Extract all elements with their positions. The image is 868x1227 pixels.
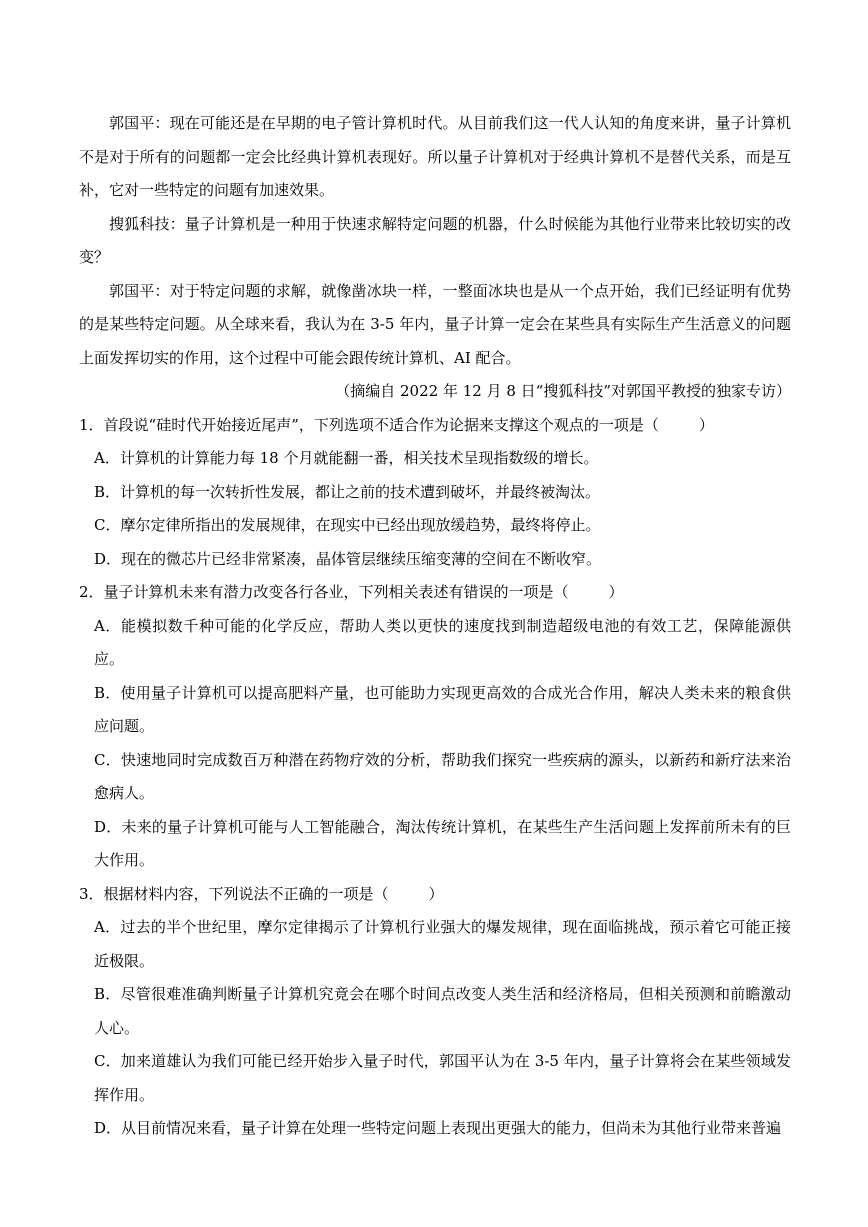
document-body bbox=[79, 107, 791, 1146]
answer-option: B．尽管很难准确判断量子计算机究竟会在哪个时间点改变人类生活和经济格局，但相关预测和前瞻激动人心。 bbox=[94, 985, 791, 1037]
question-3 bbox=[79, 878, 791, 1146]
question-1 bbox=[79, 409, 791, 577]
interview-paragraph: 郭国平：现在可能还是在早期的电子管计算机时代。从目前我们这一代人认知的角度来讲，量子计算机不是对于所有的问题都一定会比经典计算机表现好。所以量子计算机对于经典计算机不是替代关系，而是互补，它对一些特定的问题有加速效果。 bbox=[79, 114, 791, 199]
interview-paragraph: 搜狐科技：量子计算机是一种用于快速求解特定问题的机器，什么时候能为其他行业带来比较切实的改变？ bbox=[79, 214, 791, 266]
answer-option: B．使用量子计算机可以提高肥料产量，也可能助力实现更高效的合成光合作用，解决人类未来的粮食供应问题。 bbox=[94, 683, 791, 735]
answer-option: B．计算机的每一次转折性发展，都让之前的技术遭到破坏，并最终被淘汰。 bbox=[94, 482, 601, 501]
answer-option: A．计算机的计算能力每 18 个月就能翻一番，相关技术呈现指数级的增长。 bbox=[94, 449, 599, 467]
source-citation: （摘编自 2022 年 12 月 8 日“搜狐科技”对郭国平教授的独家专访） bbox=[335, 382, 791, 400]
answer-option: D．从目前情况来看，量子计算在处理一些特定问题上表现出更强大的能力，但尚未为其他行业带来普遍 bbox=[94, 1119, 782, 1137]
answer-option: C．摩尔定律所指出的发展规律，在现实中已经出现放缓趋势，最终将停止。 bbox=[94, 516, 601, 534]
question-stem: 3．根据材料内容，下列说法不正确的一项是（ ） bbox=[79, 884, 444, 903]
answer-option: A．过去的半个世纪里，摩尔定律揭示了计算机行业强大的爆发规律，现在面临挑战，预示着它可能正接近极限。 bbox=[94, 918, 791, 970]
answer-option: D．现在的微芯片已经非常紧凑，晶体管层继续压缩变薄的空间在不断收窄。 bbox=[94, 549, 602, 568]
answer-option: C．快速地同时完成数百万种潜在药物疗效的分析，帮助我们探究一些疾病的源头，以新药和新疗法来治愈病人。 bbox=[94, 750, 791, 802]
answer-option: A．能模拟数千种可能的化学反应，帮助人类以更快的速度找到制造超级电池的有效工艺，保障能源供应。 bbox=[94, 616, 791, 668]
interview-paragraph: 郭国平：对于特定问题的求解，就像凿冰块一样，一整面冰块也是从一个点开始，我们已经证明有优势的是某些特定问题。从全球来看，我认为在 3-5 年内，量子计算一定会在某些具有实际生产生活意义的问题上面发挥切实的作用，这个过程中可能会跟传统计算机、AI 配合。 bbox=[79, 281, 791, 367]
answer-option: D．未来的量子计算机可能与人工智能融合，淘汰传统计算机，在某些生产生活问题上发挥前所未有的巨大作用。 bbox=[94, 817, 791, 869]
question-2 bbox=[79, 576, 791, 878]
question-stem: 2．量子计算机未来有潜力改变各行各业，下列相关表述有错误的一项是（ ） bbox=[79, 583, 624, 601]
answer-option: C．加来道雄认为我们可能已经开始步入量子时代，郭国平认为在 3-5 年内，量子计算将会在某些领域发挥作用。 bbox=[94, 1052, 791, 1104]
question-stem: 1．首段说“硅时代开始接近尾声”，下列选项不适合作为论据来支撑这个观点的一项是（ ） bbox=[79, 415, 714, 434]
